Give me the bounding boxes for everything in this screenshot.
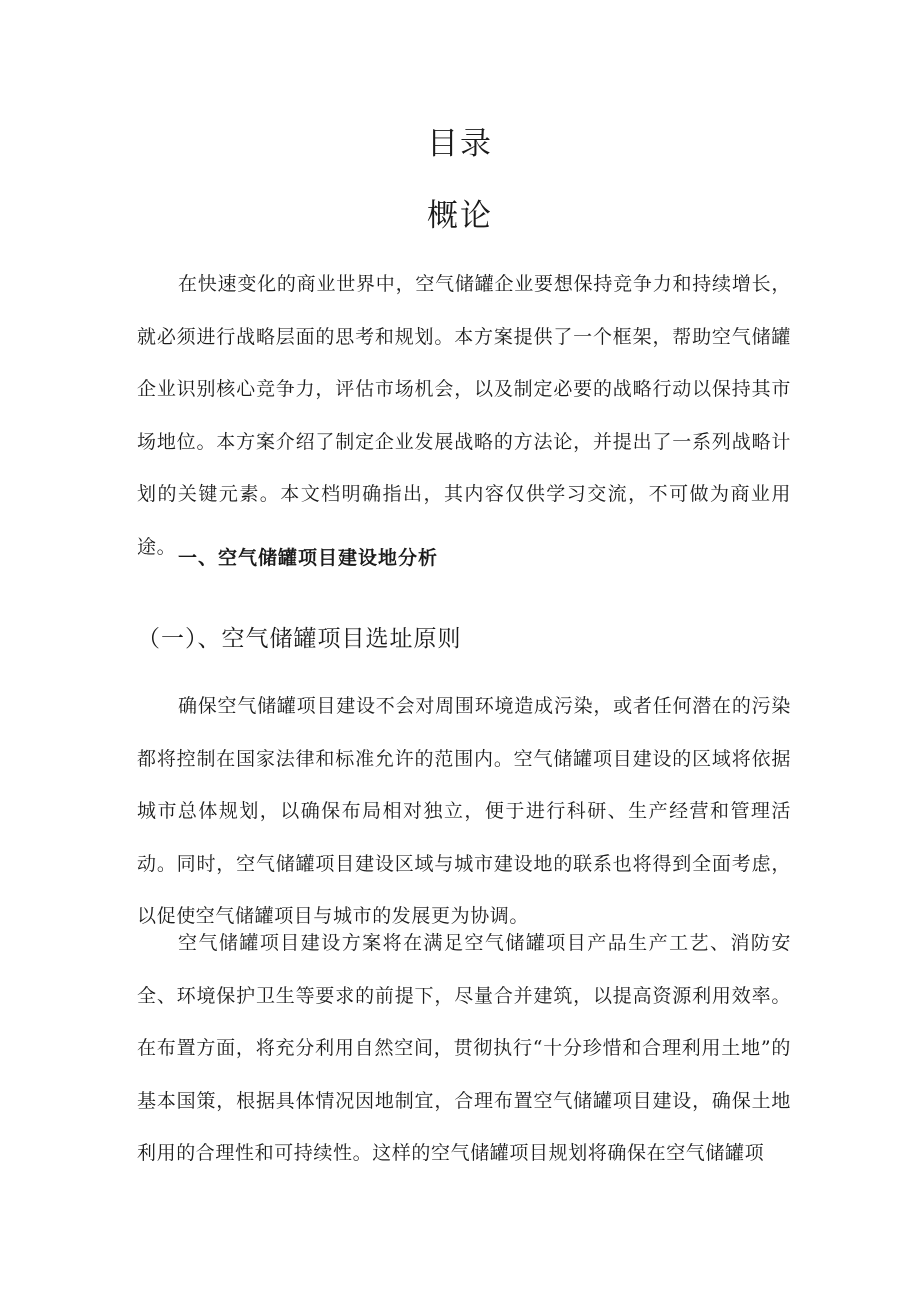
body-paragraph-1: 确保空气储罐项目建设不会对周围环境造成污染，或者任何潜在的污染都将控制在国家法律和标准允许的范围内。空气储罐项目建设的区域将依据城市总体规划，以确保布局相对独立，便于进行科研、生产经营和管理活动。同时，空气储罐项目建设区域与城市建设地的联系也将得到全面考虑，以促使空气储罐项目与城市的发展更为协调。 xyxy=(137,695,791,928)
overview-title: 概论 xyxy=(427,198,493,234)
intro-paragraph: 在快速变化的商业世界中，空气储罐企业要想保持竞争力和持续增长，就必须进行战略层面的思考和规划。本方案提供了一个框架，帮助空气储罐企业识别核心竞争力，评估市场机会，以及制定必要的战略行动以保持其市场地位。本方案介绍了制定企业发展战略的方法论，并提出了一系列战略计划的关键元素。本文档明确指出，其内容仅供学习交流，不可做为商业用途。 xyxy=(137,273,791,558)
toc-title: 目录 xyxy=(427,126,493,162)
section-heading: 一、空气储罐项目建设地分析 xyxy=(178,547,439,569)
body-paragraph-2: 空气储罐项目建设方案将在满足空气储罐项目产品生产工艺、消防安全、环境保护卫生等要求的前提下，尽量合并建筑，以提高资源利用效率。在布置方面，将充分利用自然空间，贯彻执行“十分珍惜和合理利用土地”的基本国策，根据具体情况因地制宜，合理布置空气储罐项目建设，确保土地利用的合理性和可持续性。这样的空气储罐项目规划将确保在空气储罐项 xyxy=(137,932,791,1165)
subsection-heading: （一）、空气储罐项目选址原则 xyxy=(137,626,462,652)
